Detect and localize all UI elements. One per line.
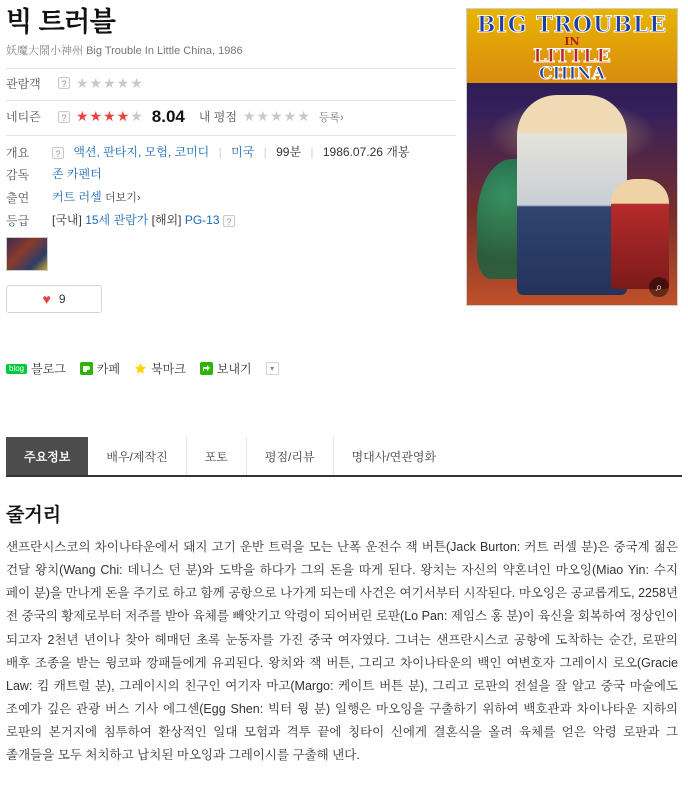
info-value-cast bbox=[52, 189, 141, 207]
poster-title-line3: LITTLE bbox=[533, 45, 611, 67]
movie-header bbox=[6, 8, 456, 313]
info-value-director bbox=[52, 166, 102, 183]
help-icon[interactable]: ? bbox=[223, 215, 235, 227]
like-count: 9 bbox=[58, 292, 66, 307]
cast-more-link[interactable]: 더보기› bbox=[105, 191, 141, 204]
share-bookmark-label: 북마크 bbox=[151, 362, 186, 376]
netizen-rating-label: 네티즌 bbox=[6, 110, 41, 125]
tab-cast-crew-label: 배우/제작진 bbox=[106, 449, 168, 464]
thumbnail-image[interactable] bbox=[6, 237, 48, 271]
poster-title-line1: BIG TROUBLE bbox=[476, 12, 668, 38]
info-row-director bbox=[6, 166, 456, 183]
info-key-overview: 개요 bbox=[6, 145, 30, 160]
grade-overseas-link[interactable]: PG-13 bbox=[184, 212, 220, 227]
chevron-down-icon[interactable]: ▾ bbox=[266, 362, 279, 375]
subtitle bbox=[6, 44, 456, 58]
audience-rating-label: 관람객 bbox=[6, 76, 41, 91]
blog-icon: blog bbox=[6, 364, 27, 374]
share-bookmark-button[interactable] bbox=[134, 360, 186, 377]
tab-cast-crew[interactable] bbox=[88, 437, 186, 475]
grade-domestic-link[interactable]: 15세 관람가 bbox=[85, 212, 149, 227]
genres-link[interactable]: 액션, 판타지, 모험, 코미디 bbox=[73, 144, 210, 159]
my-rating-label: 내 평점 bbox=[198, 110, 237, 125]
info-row-overview bbox=[6, 144, 456, 161]
my-rating-stars[interactable]: ★★★★★ bbox=[242, 108, 311, 125]
cast-link[interactable]: 커트 러셀 bbox=[52, 189, 102, 204]
info-key-director: 감독 bbox=[6, 168, 30, 183]
help-icon[interactable]: ? bbox=[58, 77, 70, 89]
share-blog-button[interactable] bbox=[6, 360, 66, 377]
send-icon bbox=[200, 362, 213, 375]
divider bbox=[6, 100, 456, 101]
release-date-text: 1986.07.26 개봉 bbox=[322, 144, 410, 159]
help-icon[interactable]: ? bbox=[58, 111, 70, 123]
divider bbox=[6, 68, 456, 69]
info-row-grade bbox=[6, 212, 456, 229]
poster-title-band bbox=[467, 9, 677, 83]
tab-quotes-related-label: 명대사/연관영화 bbox=[351, 449, 437, 464]
info-value-grade bbox=[52, 212, 241, 229]
story-text: 샌프란시스코의 차이나타운에서 돼지 고기 운반 트럭을 모는 난폭 운전수 잭 버튼(Jack Burton: 커트 러셀 분)은 중국계 젊은 건달 왕치(Wang Chi: 데니스 던 분)와 도박을 하다가 그의 돈을 따게 된다. 왕치는 자신의 약혼녀인 마오잉(Miao Yin: 수지 페이 분)을 만나게 돈을 주기로 하고 함께 공항으로 나가게 되는데 사건은 여기서부터 시작된다. 마오잉은 공교롭게도, 2258년 전 중국의 황제로부터 저주를 받아 육체를 빼앗기고 악령이 되어버린 로판(Lo Pan: 제임스 홍 분)이 육신을 회복하여 정상인이 되고자 2천년 년이나 찾아 헤매던 초록 눈동자를 가진 중국 여자였다. 그녀는 샌프란시스코 공항에 도착하는 순간, 로판의 배후 조종을 받는 윙코파 깡패들에게 유괴된다. 왕치와 잭 버튼, 그리고 차이나타운의 백인 여변호자 그레이시 로오(Gracie Law: 킴 캐트럴 분), 그레이시의 친구인 여기자 마고(Margo: 케이트 버튼 분), 그리고 로판의 전설을 잘 알고 중국 마술에도 조예가 깊은 관광 버스 기사 에그센(Egg Shen: 빅터 윙 분) 일행은 마오잉을 구출하기 위하여 백호관과 차이나타운 지하의 로판의 본거지에 침투하여 환상적인 일대 모험과 격투 끝에 칭타이 신에게 결혼식을 올려 육체를 얻은 악령 로판과 그 졸개들을 모두 처치하고 납치된 마오잉과 그레이시를 구출해 낸다. bbox=[6, 540, 678, 763]
tab-rating-review-label: 평점/리뷰 bbox=[264, 449, 315, 464]
story-heading: 줄거리 bbox=[6, 505, 62, 526]
movie-poster[interactable] bbox=[466, 8, 678, 306]
director-link[interactable]: 존 카펜터 bbox=[52, 167, 102, 182]
info-value-overview: ? 액션, 판타지, 모험, 코미디 | 미국 | 99분 | 1986.07.26 개봉 bbox=[52, 144, 409, 161]
info-table bbox=[6, 144, 456, 229]
info-key-grade: 등급 bbox=[6, 213, 30, 228]
share-send-button[interactable] bbox=[200, 360, 252, 377]
register-rating-link[interactable]: 등록› bbox=[318, 111, 344, 124]
tab-main-info[interactable] bbox=[6, 437, 88, 475]
tab-photo-label: 포토 bbox=[204, 449, 228, 464]
netizen-score: 8.04 bbox=[151, 106, 185, 126]
title-hanja: 妖魔大鬧小神州 bbox=[6, 44, 83, 57]
share-cafe-button[interactable] bbox=[80, 360, 120, 377]
share-cafe-label: 카페 bbox=[96, 362, 121, 376]
cafe-icon bbox=[80, 362, 93, 375]
info-key-cast: 출연 bbox=[6, 190, 30, 205]
page-title: 빅 트러블 bbox=[6, 7, 116, 37]
poster-secondary-character-art bbox=[611, 179, 669, 289]
netizen-rating-row bbox=[6, 107, 456, 127]
share-send-label: 보내기 bbox=[216, 362, 252, 376]
tab-rating-review[interactable] bbox=[247, 437, 334, 475]
title-english: Big Trouble In Little China, 1986 bbox=[86, 44, 243, 57]
magnifier-icon[interactable]: ⌕ bbox=[649, 277, 669, 297]
thumbnail-strip[interactable] bbox=[6, 237, 456, 271]
country-link[interactable]: 미국 bbox=[231, 144, 255, 159]
poster-title-line4: CHINA bbox=[538, 64, 606, 84]
tab-photo[interactable] bbox=[187, 437, 247, 475]
runtime-text: 99분 bbox=[276, 144, 302, 159]
poster-title-line2: IN bbox=[564, 35, 580, 48]
like-button[interactable] bbox=[6, 285, 102, 313]
divider bbox=[6, 135, 456, 136]
netizen-stars: ★★★★★ bbox=[76, 108, 144, 125]
help-icon[interactable]: ? bbox=[52, 147, 64, 159]
share-blog-label: 블로그 bbox=[31, 362, 66, 376]
audience-rating-row bbox=[6, 75, 456, 92]
grade-overseas-label: [해외] bbox=[151, 212, 182, 227]
heart-icon: ♥ bbox=[42, 291, 51, 308]
tab-bar bbox=[6, 437, 682, 477]
audience-stars[interactable]: ★★★★★ bbox=[76, 74, 144, 91]
grade-domestic-label: [국내] bbox=[52, 212, 82, 227]
tab-main-info-label: 주요정보 bbox=[24, 449, 71, 464]
share-bar bbox=[6, 360, 279, 377]
bookmark-icon bbox=[134, 362, 147, 375]
info-row-cast bbox=[6, 189, 456, 207]
tab-quotes-related[interactable] bbox=[334, 437, 454, 475]
